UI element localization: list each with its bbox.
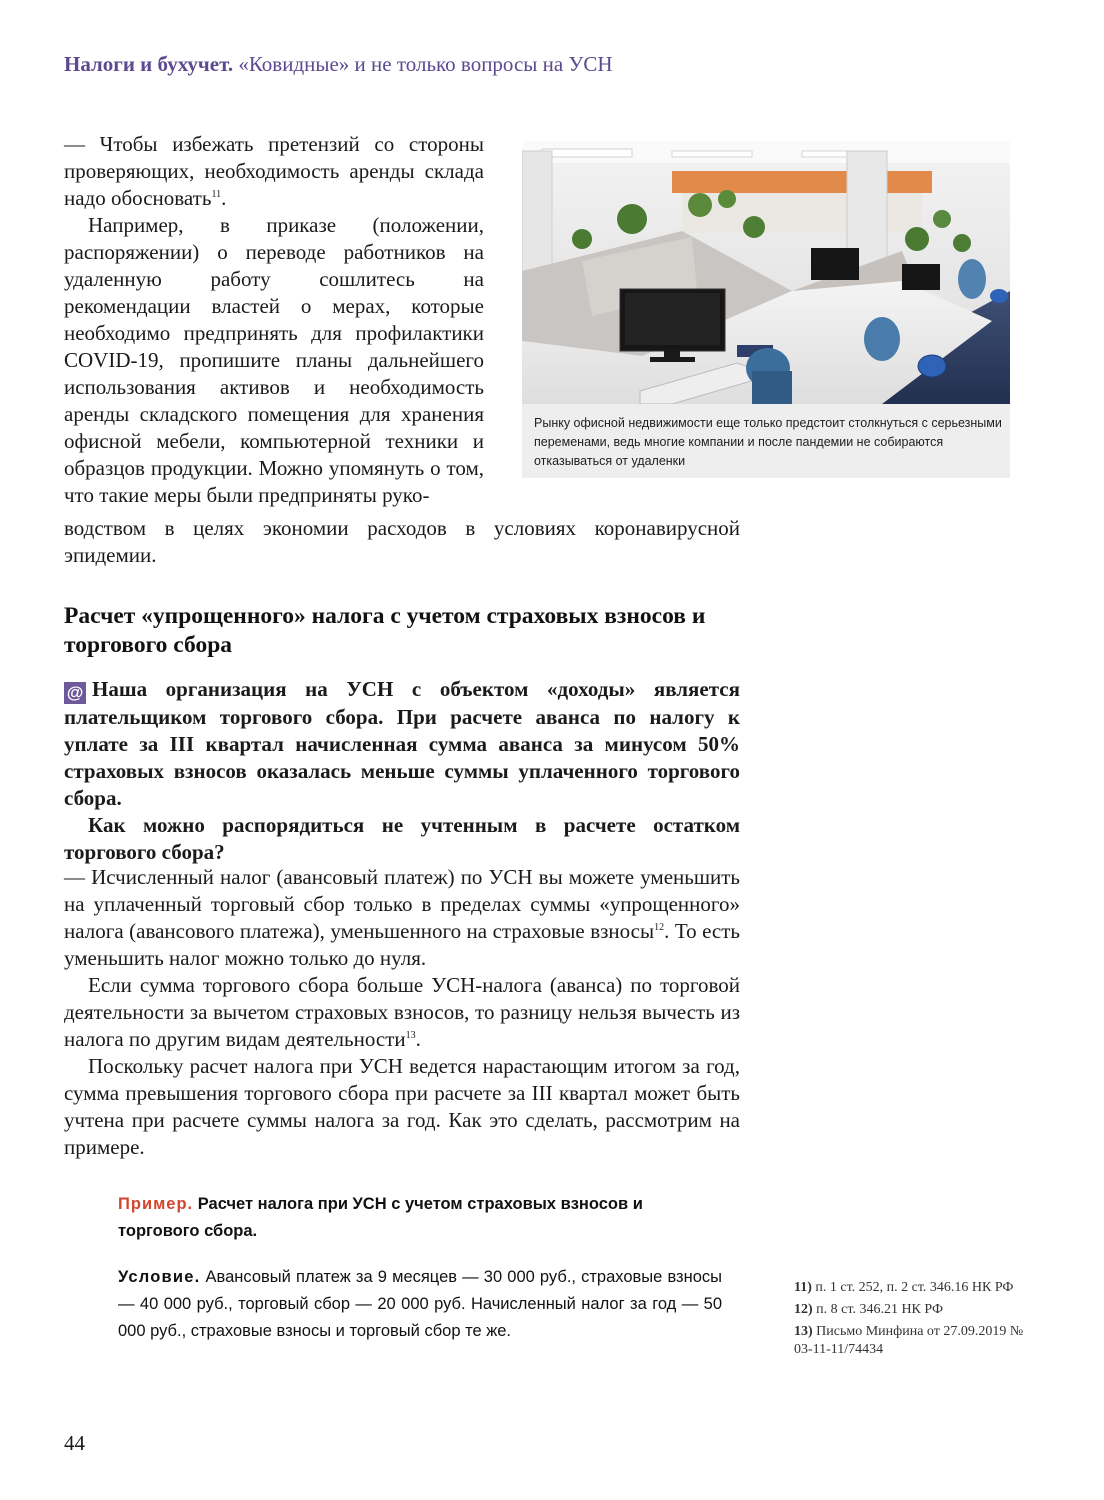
running-head-title: «Ковидные» и не только вопросы на УСН (238, 52, 613, 76)
question-text-2: Как можно распорядиться не учтенным в расчете остатком торгового сбора? (64, 813, 740, 864)
at-icon: @ (64, 682, 86, 704)
footnote-11: 11) п. 1 ст. 252, п. 2 ст. 346.16 НК РФ (794, 1280, 1014, 1295)
running-head (64, 52, 824, 77)
page-number: 44 (64, 1431, 85, 1455)
footnote-12: 12) п. 8 ст. 346.21 НК РФ (794, 1302, 943, 1317)
footnotes (794, 1279, 1034, 1363)
answer-paragraph-1: — Исчисленный налог (авансовый платеж) по УСН вы можете уменьшить на уплаченный торговый сбор только в пределах суммы «упрощенного» налога (авансового платежа), уменьшенного на страховые взносы$^{12}$. То есть уменьшить налог можно только до нуля. (64, 865, 740, 970)
photo-caption: Рынку офисной недвижимости еще только предстоит столкнуться с серьезными переменами, ведь многие компании и после пандемии не собираются отказываться от удаленки (534, 416, 1002, 468)
intro-paragraph-1: — Чтобы избежать претензий со стороны проверяющих, необходимость аренды склада надо обосновать$^{11}$. (64, 132, 484, 210)
photo-figure (522, 141, 1010, 478)
footnote-ref-13: 13 (405, 1030, 416, 1041)
example-label: Пример. (118, 1195, 194, 1213)
reader-question (64, 676, 740, 866)
example-condition (118, 1264, 722, 1345)
example-title: Расчет налога при УСН с учетом страховых взносов и торгового сбора. (118, 1195, 643, 1240)
section-title: Расчет «упрощенного» налога с учетом страховых взносов и торгового сбора (64, 603, 706, 658)
example-block (118, 1191, 722, 1345)
answer (64, 864, 740, 1161)
intro-continuation (64, 515, 740, 569)
footnote-ref-12: 12 (654, 922, 665, 933)
footnote-13: 13) Письмо Минфина от 27.09.2019 № 03-11-11/74434 (794, 1324, 1024, 1357)
intro-column (64, 131, 484, 509)
intro-paragraph-2: Например, в приказе (положении, распоряжении) о переводе работников на удаленную работу сошлитесь на рекомендации властей о мерах, которые необходимо предпринять для профилактики COVID-19, пропишите планы дальнейшего использования активов и необходимость аренды складского помещения для хранения офисной мебели, компьютерной техники и образцов продукции. Можно упомянуть о том, что такие меры были предприняты руко- (64, 213, 484, 507)
question-text: @ Наша организация на УСН с объектом «доходы» является плательщиком торгового сбора. При расчете аванса по налогу к уплате за III квартал начисленная сумма аванса за минусом 50% страховых взносов оказалась меньше суммы уплаченного торгового сбора. (64, 677, 740, 810)
example-heading (118, 1191, 722, 1245)
answer-paragraph-3: Поскольку расчет налога при УСН ведется нарастающим итогом за год, сумма превышения торгового сбора при расчете за III квартал может быть учтена при расчете суммы налога за год. Как это сделать, рассмотрим на примере. (64, 1054, 740, 1159)
condition-label: Условие. (118, 1268, 201, 1286)
running-head-section: Налоги и бухучет. (64, 52, 234, 76)
answer-paragraph-2: Если сумма торгового сбора больше УСН-налога (аванса) по торговой деятельности за вычетом страховых взносов, то разницу нельзя вычесть из налога по другим видам деятельности$^{13}$. (64, 973, 740, 1051)
office-photo (522, 141, 1010, 404)
condition-text: Авансовый платеж за 9 месяцев — 30 000 руб., страховые взносы — 40 000 руб., торговый сбор — 20 000 руб. Начисленный налог за год — 50 000 руб., страховые взносы и торговый сбор те же. (118, 1268, 722, 1340)
intro-paragraph-2-cont: водством в целях экономии расходов в условиях коронавирусной эпидемии. (64, 516, 740, 567)
footnote-ref-11: 11 (211, 189, 222, 200)
office-cubicles-image (522, 141, 1010, 404)
